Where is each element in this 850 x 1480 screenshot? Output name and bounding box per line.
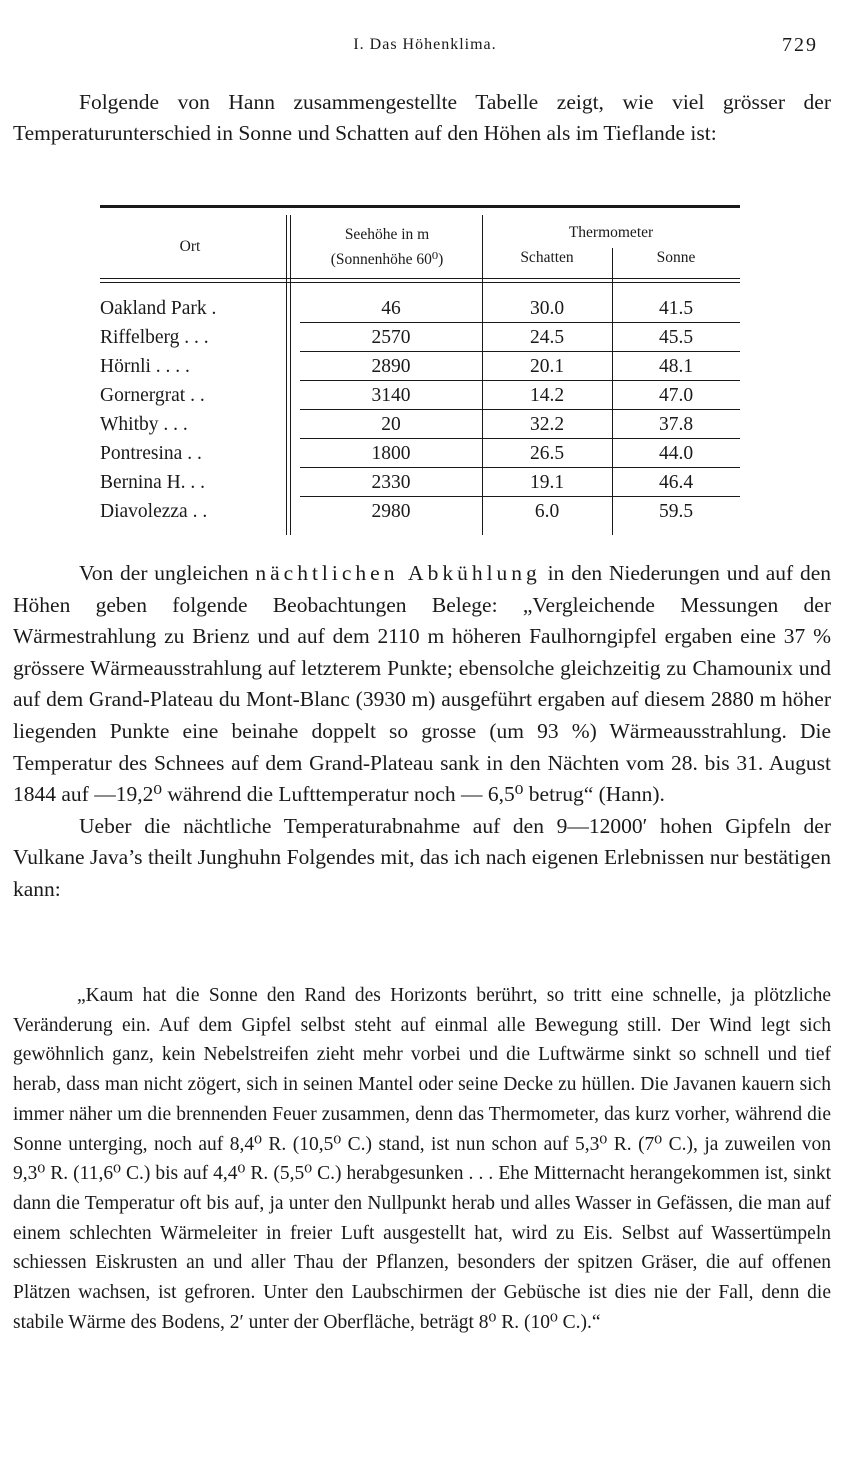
table-cell-sun: 48.1 [658, 356, 694, 377]
running-header: I. Das Höhenklima. [353, 36, 497, 53]
table-header-rule-2 [100, 282, 740, 283]
header-place: Ort [179, 238, 201, 255]
table-cell-shade: 6.0 [534, 501, 560, 522]
table-cell-shade: 20.1 [529, 356, 565, 377]
table-cell-sun: 41.5 [658, 298, 694, 319]
table-cell-shade: 30.0 [529, 298, 565, 319]
table-cell-shade: 14.2 [529, 385, 565, 406]
table-cell-sun: 59.5 [658, 501, 694, 522]
row-rule [300, 438, 740, 439]
table-cell-shade: 32.2 [529, 414, 565, 435]
table-cell-shade: 19.1 [529, 472, 565, 493]
quote-text: „Kaum hat die Sonne den Rand des Horizonts berührt, so tritt eine schnelle, ja plötzliche Veränderung ein. Auf dem Gipfel selbst steht auf einmal alle Bewegung still. Der Wind legt sich gewöhnlich ganz, kein Nebelstreifen zieht mehr vorbei und die Luftwärme sinkt so schnell und tief herab, dass man nicht zögert, sich in seinen Mantel oder seine Decke zu hüllen. Die Javanen kauern sich immer näher um die brennenden Feuer zusammen, denn das Thermometer, das kurz vorher, während die Sonne unterging, noch auf 8,4⁰ R. (10,5⁰ C.) stand, ist nun schon auf 5,3⁰ R. (7⁰ C.), ja zuweilen von 9,3⁰ R. (11,6⁰ C.) bis auf 4,4⁰ R. (5,5⁰ C.) herabgesunken . . . Ehe Mitternacht herangekommen ist, sinkt dann die Temperatur oft bis auf, ja unter den Nullpunkt herab und alles Wasser in Gefässen, die man auf einem schlechten Wärmeleiter in freier Luft ausgestellt hat, wird zu Eis. Selbst auf Wassertümpeln schiessen Eiskrusten an und aller Thau der Pflanzen, besonders der spitzen Gräser, die auf offenen Plätzen wachsen, ist gefroren. Unter den Laubschirmen der Gebüsche ist dies nie der Fall, denn die stabile Wärme des Bodens, 2′ unter der Oberfläche, beträgt 8⁰ R. (10⁰ C.).“ [13, 985, 831, 1333]
table-cell-height: 1800 [371, 443, 411, 464]
table-cell-height: 2890 [371, 356, 411, 377]
row-rule [300, 380, 740, 381]
table-cell-place: Bernina H. . . [100, 472, 206, 493]
table-cell-shade: 24.5 [529, 327, 565, 348]
row-rule [300, 351, 740, 352]
header-thermometer: Thermometer [568, 224, 654, 241]
header-shade: Schatten [520, 249, 574, 266]
row-rule [300, 467, 740, 468]
table-vrule-1b [290, 215, 291, 535]
temperature-table [0, 0, 850, 560]
table-header-rule [100, 278, 740, 279]
table-vrule-1 [286, 215, 287, 535]
table-cell-place: Whitby . . . [100, 414, 188, 435]
table-cell-sun: 37.8 [658, 414, 694, 435]
paragraph-cooling-rest: in den Niederungen und auf den Höhen geben folgende Beobachtungen Belege: „Vergleichende Messungen der Wärmestrahlung zu Brienz und auf dem 2110 m höheren Faulhorngipfel ergaben eine 37 % grössere Wärmeausstrahlung auf letzterem Punkte; ebensolche gleichzeitig zu Chamounix und auf dem Grand-Plateau du Mont-Blanc (3930 m) ausgeführt ergaben auf diesem 2880 m höher liegenden Punkte eine beinahe doppelt so grosse (um 93 %) Wärmeausstrahlung. Die Temperatur des Schnees auf dem Grand-Plateau sank in den Nächten vom 28. bis 31. August 1844 auf —19,2⁰ während die Lufttemperatur noch — 6,5⁰ betrug“ (Hann). [13, 561, 831, 807]
table-cell-place: Diavolezza . . [100, 501, 208, 522]
paragraph-junghuhn: Ueber die nächtliche Temperaturabnahme auf den 9—12000′ hohen Gipfeln der Vulkane Java’s theilt Junghuhn Folgendes mit, das ich nach eigenen Erlebnissen nur bestätigen kann: [13, 813, 831, 901]
header-height: Seehöhe in m [344, 226, 430, 243]
page-number: 729 [782, 34, 818, 56]
table-cell-place: Hörnli . . . . [100, 356, 190, 377]
table-cell-height: 3140 [371, 385, 411, 406]
table-cell-height: 2330 [371, 472, 411, 493]
table-cell-place: Oakland Park . [100, 298, 217, 319]
table-top-rule [100, 205, 740, 208]
row-rule [300, 409, 740, 410]
table-cell-height: 2980 [371, 501, 411, 522]
intro-text: Folgende von Hann zusammengestellte Tabelle zeigt, wie viel grösser der Temperaturunterschied in Sonne und Schatten auf den Höhen als im Tieflande ist: [13, 90, 831, 145]
table-cell-place: Gornergrat . . [100, 385, 205, 406]
table-cell-shade: 26.5 [529, 443, 565, 464]
table-cell-height: 2570 [371, 327, 411, 348]
row-rule [300, 496, 740, 497]
emphasis-spaced: nächtlichen Abkühlung [255, 561, 541, 585]
block-quote [13, 981, 831, 1337]
header-height-sub: (Sonnenhöhe 60⁰) [330, 251, 444, 268]
paragraph-cooling-lead: Von der ungleichen [79, 561, 256, 585]
header-sun: Sonne [656, 249, 696, 266]
table-cell-sun: 45.5 [658, 327, 694, 348]
table-cell-sun: 44.0 [658, 443, 694, 464]
table-cell-height: 46 [381, 298, 401, 319]
paragraph-cooling [13, 558, 831, 811]
table-cell-height: 20 [381, 414, 401, 435]
table-cell-place: Riffelberg . . . [100, 327, 209, 348]
table-cell-sun: 46.4 [658, 472, 694, 493]
body-text [13, 558, 831, 906]
table-cell-place: Pontresina . . [100, 443, 202, 464]
table-cell-sun: 47.0 [658, 385, 694, 406]
row-rule [300, 322, 740, 323]
